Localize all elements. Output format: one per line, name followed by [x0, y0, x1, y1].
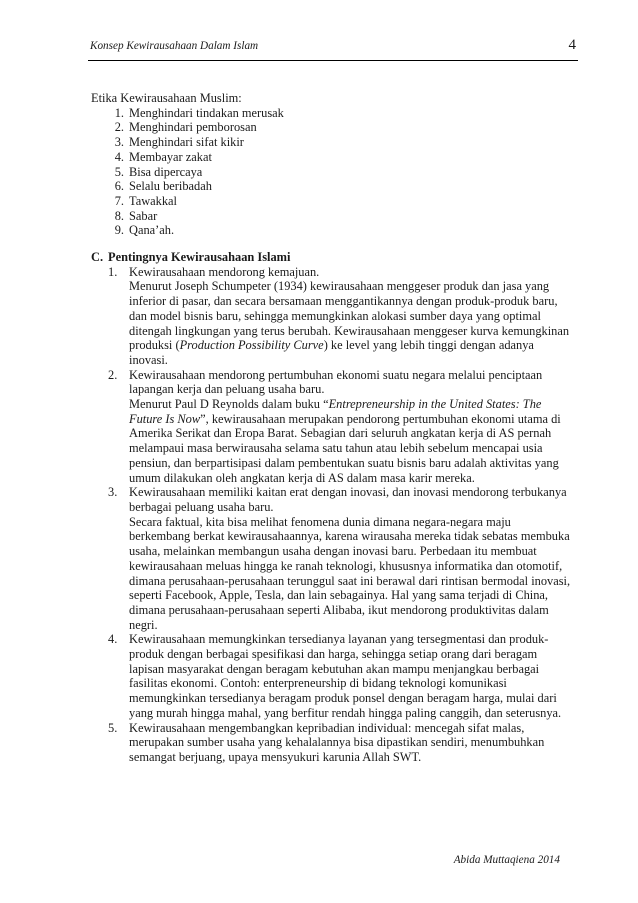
list-item: 6. Selalu beribadah	[114, 179, 212, 194]
points-list	[91, 265, 575, 765]
section-letter: C.	[91, 250, 104, 265]
point-heading: Kewirausahaan memungkinkan tersedianya layanan yang tersegmentasi dan produk-produk dengan berbagai spesifikasi dan harga, sehingga setiap orang dari beragam lapisan masyarakat dengan beragam kebutuhan akan mampu menjangkau berbagai fasilitas ekonomi. Contoh: enterpreneurship di bidang teknologi komunikasi memungkinkan tersedianya beragam produk ponsel dengan beragam harga, mulai dari yang murah hingga mahal, yang berfitur rendah hingga paling canggih, dan seterusnya.	[129, 632, 562, 720]
list-item: 3. Menghindari sifat kikir	[114, 135, 244, 150]
running-title: Konsep Kewirausahaan Dalam Islam	[90, 40, 259, 52]
page-footer: Abida Muttaqiena 2014	[453, 854, 560, 866]
point-heading: Kewirausahaan mengembangkan kepribadian individual: mencegah sifat malas, merupakan sumber usaha yang kehalalannya bisa dipastikan sendiri, menumbuhkan semangat berjuang, upaya mensyukuri karunia Allah SWT.	[129, 720, 545, 764]
section-heading	[91, 250, 575, 265]
page-header	[88, 38, 578, 61]
list-item: 1. Menghindari tindakan merusak	[114, 105, 284, 120]
page-number: 4	[568, 37, 576, 53]
list-item: 2. Menghindari pemborosan	[114, 120, 257, 135]
point-item: 3. Kewirausahaan memiliki kaitan erat dengan inovasi, dan inovasi mendorong terbukanya berbagai peluang usaha baru. Secara faktual, kita bisa melihat fenomena dunia dimana negara-negara maju berkembang berkat kewirausahaannya, karena wirausaha mereka tidak sebatas membuka usaha, melainkan membangun usaha dengan inovasi baru. Perbedaan itu membuat kewirausahaan meluas hingga ke ranah teknologi, khususnya informatika dan otomotif, dimana perusahaan-perusahaan terunggul saat ini berawal dari rintisan bermodal inovasi, seperti Facebook, Apple, Tesla, dan lain sebagainya. Hal yang sama terjadi di China, dimana perusahaan-perusahaan seperti Alibaba, ikut mendorong produktivitas dalam negri.	[91, 485, 575, 632]
list-item: 7. Tawakkal	[114, 193, 177, 208]
point-body: Menurut Joseph Schumpeter (1934) kewirausahaan menggeser produk dan jasa yang inferior di pasar, dan secara bersamaan menggantikannya dengan produk-produk baru, dan model bisnis baru, sehingga memungkinkan alokasi sumber daya yang optimal ditengah lingkungan yang terus berubah. Kewirausahaan menggeser kurva kemungkinan produksi (Production Possibility Curve) ke level yang lebih tinggi dengan adanya inovasi.	[129, 279, 570, 367]
point-item: 5. Kewirausahaan mengembangkan kepribadian individual: mencegah sifat malas, merupakan sumber usaha yang kehalalannya bisa dipastikan sendiri, menumbuhkan semangat berjuang, upaya mensyukuri karunia Allah SWT.	[91, 721, 575, 765]
point-item: 2. Kewirausahaan mendorong pertumbuhan ekonomi suatu negara melalui penciptaan lapangan kerja dan peluang usaha baru. Menurut Paul D Reynolds dalam buku “Entrepreneurship in the United States: The Future Is Now”, kewirausahaan merupakan pendorong pertumbuhan ekonomi utama di Amerika Serikat dan Eropa Barat. Sebagian dari seluruh angkatan kerja di AS pernah melampaui masa berwirausaha selama satu tahun atau lebih sebelum mencapai usia pensiun, dan berpartisipasi dalam pembentukan suatu bisnis baru adalah aktivitas yang umum dilakukan oleh angkatan kerja di AS dalam masa karir mereka.	[91, 368, 575, 486]
list-item: 4. Membayar zakat	[114, 149, 212, 164]
point-heading: Kewirausahaan mendorong pertumbuhan ekonomi suatu negara melalui penciptaan lapangan kerja dan peluang usaha baru.	[129, 367, 543, 397]
point-body: Secara faktual, kita bisa melihat fenomena dunia dimana negara-negara maju berkembang berkat kewirausahaannya, karena wirausaha mereka tidak sebatas membuka usaha, melainkan membangun usaha dengan inovasi baru. Perbedaan itu membuat kewirausahaan meluas hingga ke ranah teknologi, khususnya informatika dan otomotif, dimana perusahaan-perusahaan terunggul saat ini berawal dari rintisan bermodal inovasi, seperti Facebook, Apple, Tesla, dan lain sebagainya. Hal yang sama terjadi di China, dimana perusahaan-perusahaan seperti Alibaba, ikut mendorong produktivitas dalam negri.	[129, 514, 571, 632]
list-item: 5. Bisa dipercaya	[114, 164, 203, 179]
point-body: Menurut Paul D Reynolds dalam buku “Entrepreneurship in the United States: The Future Is Now”, kewirausahaan merupakan pendorong pertumbuhan ekonomi utama di Amerika Serikat dan Eropa Barat. Sebagian dari seluruh angkatan kerja di AS pernah melampaui masa berwirausaha selama satu tahun atau lebih sebelum mencapai usia pensiun, dan berpartisipasi dalam pembentukan suatu bisnis baru adalah aktivitas yang umum dilakukan oleh angkatan kerja di AS dalam masa karir mereka.	[129, 397, 561, 485]
point-heading: Kewirausahaan memiliki kaitan erat dengan inovasi, dan inovasi mendorong terbukanya berbagai peluang usaha baru.	[129, 485, 567, 514]
etika-list	[91, 106, 575, 238]
page-content	[91, 91, 575, 765]
list-item: 9. Qana’ah.	[114, 223, 175, 238]
list-item: 8. Sabar	[114, 208, 158, 223]
point-heading: Kewirausahaan mendorong kemajuan.	[129, 264, 320, 279]
section-title: Pentingnya Kewirausahaan Islami	[108, 250, 291, 265]
point-item: 1. Kewirausahaan mendorong kemajuan. Menurut Joseph Schumpeter (1934) kewirausahaan menggeser produk dan jasa yang inferior di pasar, dan secara bersamaan menggantikannya dengan produk-produk baru, dan model bisnis baru, sehingga memungkinkan alokasi sumber daya yang optimal ditengah lingkungan yang terus berubah. Kewirausahaan menggeser kurva kemungkinan produksi (Production Possibility Curve) ke level yang lebih tinggi dengan adanya inovasi.	[91, 265, 575, 368]
etika-title: Etika Kewirausahaan Muslim:	[91, 91, 242, 105]
point-item: 4. Kewirausahaan memungkinkan tersedianya layanan yang tersegmentasi dan produk-produk dengan berbagai spesifikasi dan harga, sehingga setiap orang dari beragam lapisan masyarakat dengan beragam kebutuhan akan mampu menjangkau berbagai fasilitas ekonomi. Contoh: enterpreneurship di bidang teknologi komunikasi memungkinkan tersedianya beragam produk ponsel dengan beragam harga, mulai dari yang murah hingga mahal, yang berfitur rendah hingga paling canggih, dan seterusnya.	[91, 632, 575, 720]
